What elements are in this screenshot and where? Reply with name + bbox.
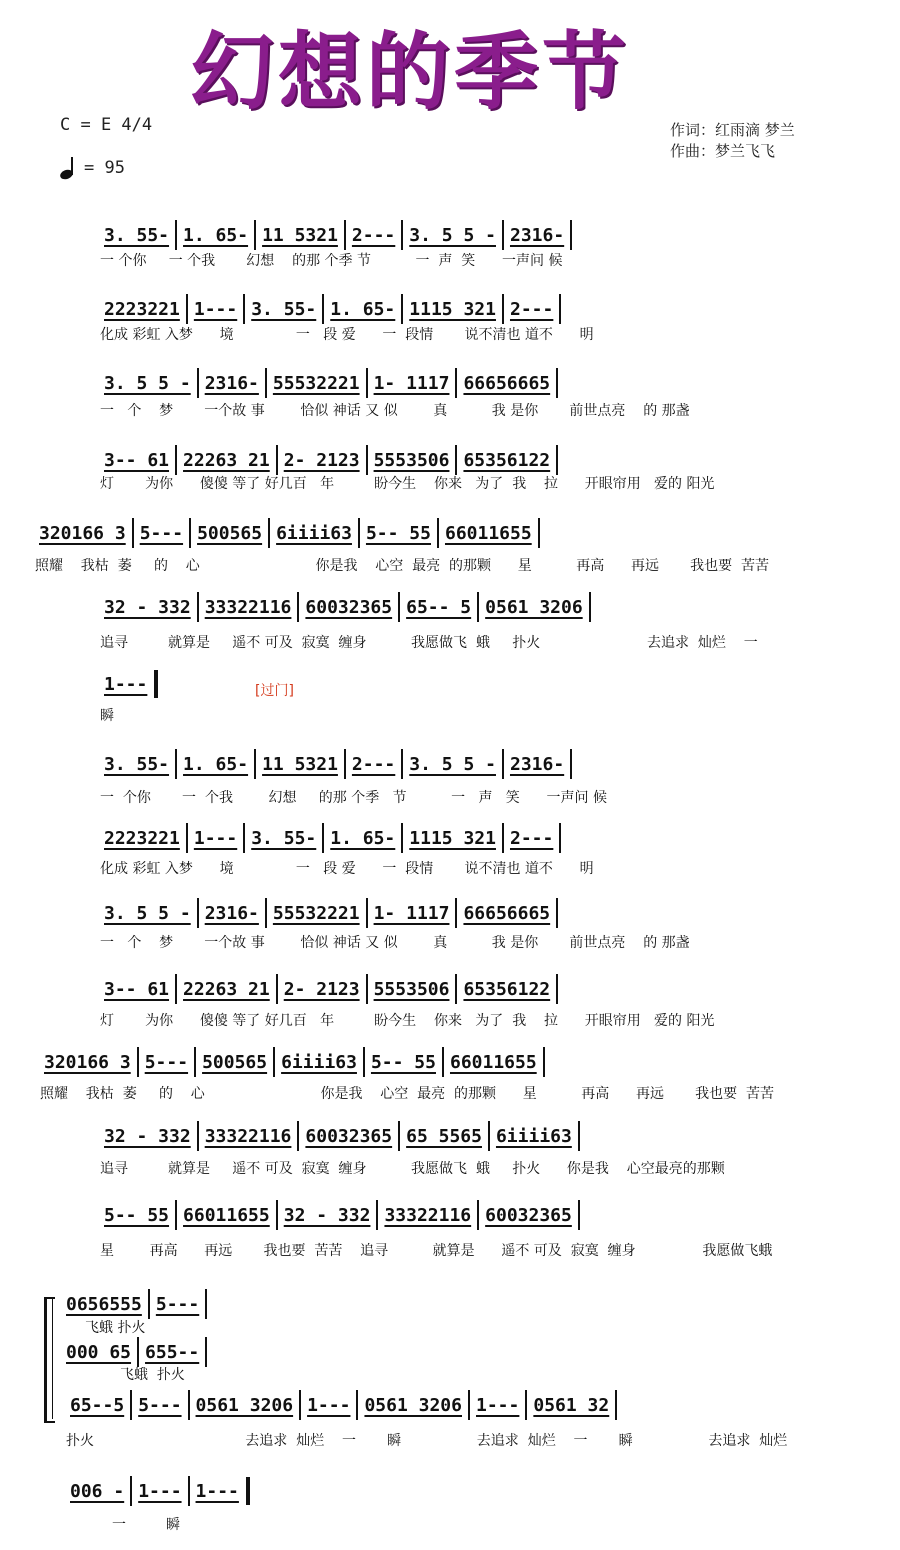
measure: 0561 3206 [364,1394,462,1416]
notation-line [100,900,560,926]
bar-line [358,518,360,548]
bar-line [205,1289,207,1319]
measure: 55532221 [272,372,360,394]
bar-line [254,220,256,250]
measure: 65-- 5 [406,596,472,618]
bar-line [488,1121,490,1151]
bar-line [556,974,558,1004]
bar-line [455,368,457,398]
measure: 2223221 [104,298,180,320]
measure: 33322116 [204,596,292,618]
bar-line [570,220,572,250]
measure: 5-- 55 [365,522,431,544]
measure: 2316- [204,372,259,394]
measure: 3. 5 5 - [409,753,496,775]
measure: 1--- [104,673,148,695]
bar-line [559,294,561,324]
bar-line [265,368,267,398]
bar-line [344,220,346,250]
measure: 3. 55- [251,827,317,849]
bar-line [502,294,504,324]
measure: 000 65 [66,1341,132,1363]
measure: 500565 [197,522,263,544]
measure: 60032365 [305,1125,393,1147]
measure: 006 - [70,1480,125,1502]
bar-line [276,445,278,475]
bar-line [297,1121,299,1151]
measure: 3. 55- [251,298,317,320]
measure: 2--- [351,224,396,246]
bar-line [276,1200,278,1230]
bar-line [175,445,177,475]
lyrics-line: 追寻 就算是 遥不 可及 寂寞 缠身 我愿做飞 蛾 扑火 你是我 心空最亮的那颗 [100,1161,725,1177]
bar-line [197,1121,199,1151]
bar-line [356,1390,358,1420]
measure: 22263 21 [183,449,270,471]
measure: 32 - 332 [104,1125,191,1147]
measure: 320166 3 [44,1051,131,1073]
measure: 33322116 [204,1125,292,1147]
lyrics-line: 照耀 我枯 萎 的 心 你是我 心空 最亮 的那颗 星 再高 再远 我也要 苦苦 [35,558,770,574]
notation-line [100,825,563,851]
notation-line [100,1202,582,1228]
notation-line [100,447,560,473]
measure: 6iiii63 [276,522,352,544]
bar-line [137,1337,139,1367]
bar-line [502,220,504,250]
bar-line [376,1200,378,1230]
notation-line [100,976,560,1002]
bar-line [344,749,346,779]
lyrics-line: 灯 为你 傻傻 等了 好几百 年 盼今生 你来 为了 我 拉 开眼帘用 爱的 阳光 [100,1013,715,1029]
measure: 2316- [509,224,565,246]
bar-line [154,670,158,698]
bar-line [137,1047,139,1077]
bar-line [205,1337,207,1367]
measure: 22263 21 [183,978,270,1000]
measure: 2--- [509,827,554,849]
bar-line [194,1047,196,1077]
notation-line [62,1339,209,1365]
measure: 0561 32 [533,1394,610,1416]
measure: 1. 65- [330,827,396,849]
notation-line [62,1291,209,1317]
measure: 0561 3206 [195,1394,294,1416]
notation-line [100,296,563,322]
bar-line [401,823,403,853]
lyrics-line: 照耀 我枯 萎 的 心 你是我 心空 最亮 的那颗 星 再高 再远 我也要 苦苦 [40,1086,775,1102]
measure: 65 5565 [406,1125,482,1147]
measure: 6iiii63 [495,1125,572,1147]
measure: 3. 55- [104,224,170,246]
measure: 1--- [193,827,238,849]
bar-line [299,1390,301,1420]
song-title: 幻想的季节 [190,23,631,121]
lyrics-line: 一 个 梦 一个故 事 恰似 神话 又 似 真 我 是你 前世点亮 的 那盏 [100,935,690,951]
measure: 66011655 [183,1204,270,1226]
bar-line [525,1390,527,1420]
measure: 1--- [193,298,238,320]
lyrics-line: 化成 彩虹 入梦 境 一 段 爱 一 段情 说不清也 道不 明 [100,861,594,877]
bar-line [197,898,199,928]
measure: 5-- 55 [370,1051,436,1073]
bar-line [468,1390,470,1420]
measure: 5--- [155,1293,200,1315]
lyrics-line: 一 个你 一 个我 幻想 的那 个季 节 一 声 笑 一声问 候 [100,790,607,806]
bar-line [366,974,368,1004]
bar-line [175,749,177,779]
notation-line [100,671,158,697]
notation-line [35,520,542,546]
measure: 2- 2123 [283,449,360,471]
lyrics-line: 星 再高 再远 我也要 苦苦 追寻 就算是 遥不 可及 寂寞 缠身 我愿做飞蛾 [100,1243,773,1259]
measure: 3. 5 5 - [104,372,191,394]
bar-line [363,1047,365,1077]
notation-line [100,370,560,396]
bar-line [254,749,256,779]
bar-line [189,518,191,548]
measure: 5--- [138,1394,182,1416]
bar-line [243,823,245,853]
bar-line [455,974,457,1004]
bar-line [477,592,479,622]
measure: 3. 5 5 - [104,902,191,924]
bar-line [197,368,199,398]
measure: 2- 2123 [283,978,360,1000]
measure: 1- 1117 [373,372,450,394]
bar-line [175,1200,177,1230]
bar-line [502,749,504,779]
measure: 1--- [476,1394,520,1416]
bar-line [130,1476,132,1506]
lyrics-line: 飞蛾 扑火 [120,1367,185,1383]
bar-line [297,592,299,622]
bar-line [401,294,403,324]
measure: 5--- [139,522,184,544]
quarter-note-icon [60,157,78,179]
bar-line [186,294,188,324]
measure: 1--- [307,1394,351,1416]
measure: 5-- 55 [104,1204,170,1226]
lyrics-line: 扑火 去追求 灿烂 一 瞬 去追求 灿烂 一 瞬 去追求 灿烂 [66,1433,788,1449]
measure: 3-- 61 [104,449,170,471]
bar-line [322,294,324,324]
bar-line [188,1390,190,1420]
measure: 33322116 [384,1204,472,1226]
measure: 3-- 61 [104,978,170,1000]
measure: 0656555 [66,1293,142,1315]
tempo-marking [60,157,125,179]
measure: 1. 65- [183,753,249,775]
measure: 55532221 [272,902,360,924]
measure: 66011655 [449,1051,537,1073]
measure: 66011655 [444,522,532,544]
measure: 60032365 [305,596,393,618]
bar-line [455,445,457,475]
measure: 1. 65- [183,224,249,246]
bar-line [589,592,591,622]
measure: 65356122 [463,449,551,471]
bar-line [543,1047,545,1077]
bar-line [556,445,558,475]
interlude-marker: [过门] [255,683,294,699]
notation-line [100,751,574,777]
bar-line [401,220,403,250]
bar-line [197,592,199,622]
measure: 655-- [145,1341,200,1363]
lyrics-line: 飞蛾 扑火 [85,1320,146,1336]
bar-line [276,974,278,1004]
lyrics-line: 灯 为你 傻傻 等了 好几百 年 盼今生 你来 为了 我 拉 开眼帘用 爱的 阳光 [100,476,715,492]
measure: 32 - 332 [104,596,191,618]
bar-line [559,823,561,853]
bar-line [366,368,368,398]
measure: 2223221 [104,827,180,849]
notation-line [100,594,593,620]
bar-line [132,518,134,548]
bar-line [398,1121,400,1151]
measure: 0561 3206 [485,596,583,618]
notation-line [66,1392,619,1418]
notation-line [100,1123,582,1149]
bar-line [268,518,270,548]
bar-line [538,518,540,548]
bar-line [366,445,368,475]
bar-line [401,749,403,779]
measure: 2--- [509,298,554,320]
measure: 5553506 [373,449,450,471]
key-signature: C = E 4/4 [60,115,153,135]
bar-line [175,974,177,1004]
measure: 2316- [204,902,259,924]
bar-line [188,1476,190,1506]
measure: 6iiii63 [281,1051,357,1073]
lyrics-line: 瞬 [100,708,114,724]
notation-line [40,1049,547,1075]
measure: 2--- [351,753,396,775]
bar-line [556,368,558,398]
credits [670,120,795,162]
measure: 500565 [202,1051,268,1073]
measure: 11 5321 [262,753,338,775]
measure: 11 5321 [262,224,338,246]
notation-line [66,1478,250,1504]
bar-line [615,1390,617,1420]
measure: 1--- [195,1480,239,1502]
bar-line [175,220,177,250]
measure: 1115 321 [409,298,496,320]
bar-line [322,823,324,853]
measure: 5553506 [373,978,450,1000]
lyrics-line: 一 瞬 [112,1517,181,1533]
lyrics-line: 一 个 梦 一个故 事 恰似 神话 又 似 真 我 是你 前世点亮 的 那盏 [100,403,690,419]
bar-line [477,1200,479,1230]
notation-line [100,222,574,248]
bar-line [578,1121,580,1151]
bar-line [148,1289,150,1319]
measure: 65356122 [463,978,551,1000]
bar-line [186,823,188,853]
tempo-value: = 95 [84,158,125,178]
bar-line [265,898,267,928]
measure: 60032365 [485,1204,572,1226]
bar-line [130,1390,132,1420]
composer-credit: 作曲：梦兰飞飞 [670,142,776,160]
repeat-bracket [44,1297,55,1423]
bar-line [243,294,245,324]
measure: 32 - 332 [283,1204,371,1226]
measure: 66656665 [463,902,551,924]
bar-line [437,518,439,548]
bar-line [556,898,558,928]
measure: 2316- [509,753,565,775]
measure: 1115 321 [409,827,496,849]
measure: 66656665 [463,372,551,394]
lyrics-line: 追寻 就算是 遥不 可及 寂寞 缠身 我愿做飞 蛾 扑火 去追求 灿烂 一 [100,635,758,651]
bar-line [246,1477,250,1505]
measure: 65--5 [70,1394,125,1416]
bar-line [578,1200,580,1230]
lyricist-credit: 作词：红雨滴 梦兰 [670,121,795,139]
bar-line [502,823,504,853]
bar-line [366,898,368,928]
repeat-bracket-inner [52,1297,53,1419]
measure: 1- 1117 [373,902,450,924]
bar-line [398,592,400,622]
bar-line [273,1047,275,1077]
measure: 3. 5 5 - [409,224,496,246]
measure: 1--- [138,1480,182,1502]
measure: 320166 3 [39,522,126,544]
bar-line [442,1047,444,1077]
bar-line [570,749,572,779]
measure: 1. 65- [330,298,396,320]
measure: 5--- [144,1051,189,1073]
bar-line [455,898,457,928]
lyrics-line: 化成 彩虹 入梦 境 一 段 爱 一 段情 说不清也 道不 明 [100,327,594,343]
measure: 3. 55- [104,753,170,775]
lyrics-line: 一 个你 一 个我 幻想 的那 个季 节 一 声 笑 一声问 候 [100,253,563,269]
